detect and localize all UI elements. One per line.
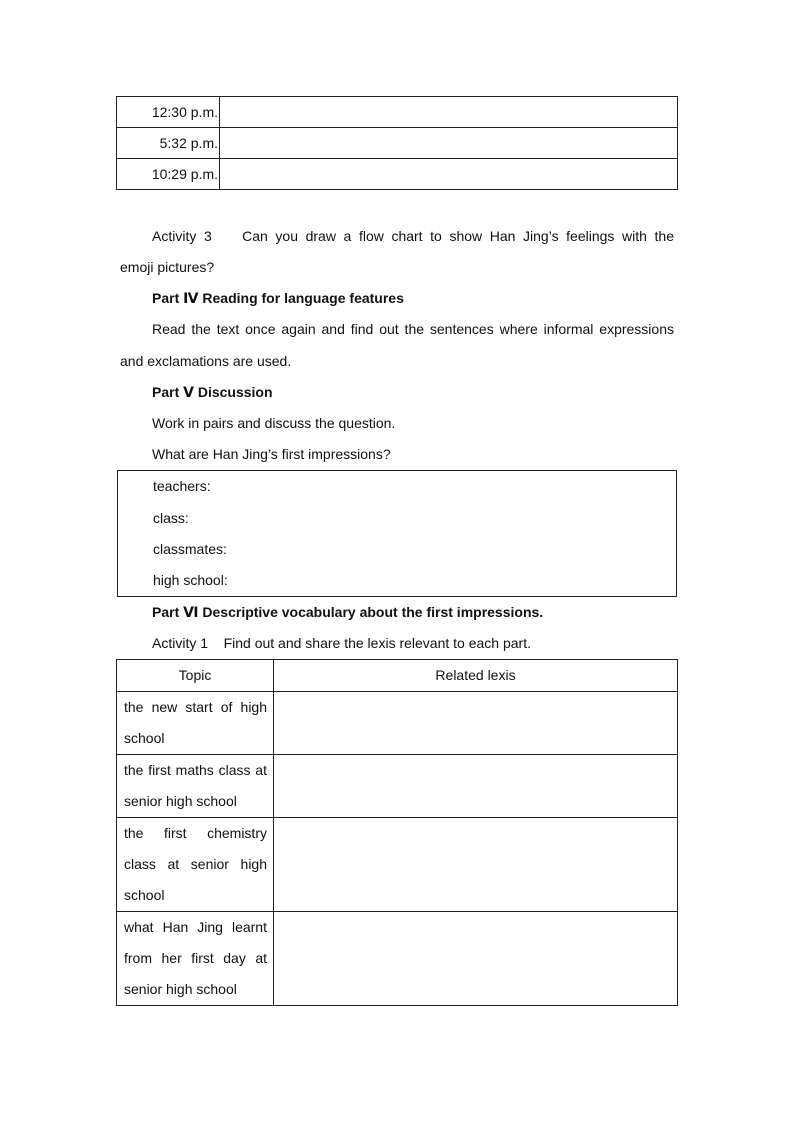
time-table <box>116 96 678 190</box>
part5-instruction: Work in pairs and discuss the question. <box>152 415 396 431</box>
time-cell: 5:32 p.m. <box>117 128 220 159</box>
header-topic: Topic <box>117 660 274 692</box>
part6-activity1: Activity 1 Find out and share the lexis relevant to each part. <box>152 635 531 651</box>
table-row <box>117 97 678 128</box>
lexis-table <box>116 659 678 1006</box>
activity3-line2: emoji pictures? <box>120 259 215 275</box>
time-cell: 10:29 p.m. <box>117 159 220 190</box>
topic-cell <box>117 818 274 912</box>
impression-high-school: high school: <box>153 572 228 588</box>
time-cell: 12:30 p.m. <box>117 97 220 128</box>
impression-class: class: <box>153 510 189 526</box>
table-row <box>117 818 678 912</box>
part5-heading: Part Ⅴ Discussion <box>152 384 273 400</box>
table-row <box>117 755 678 818</box>
lexis-cell <box>274 692 678 755</box>
note-cell <box>220 97 678 128</box>
part4-line1: Read the text once again and find out the sentences where informal expressions <box>152 321 674 337</box>
topic-text: the first maths class at senior high school <box>124 762 267 809</box>
topic-text: the new start of high school <box>124 699 267 746</box>
topic-cell <box>117 692 274 755</box>
header-related-lexis: Related lexis <box>274 660 678 692</box>
table-header-row <box>117 660 678 692</box>
part6-heading: Part Ⅵ Descriptive vocabulary about the first impressions. <box>152 604 544 620</box>
table-row <box>117 128 678 159</box>
impression-teachers: teachers: <box>153 478 211 494</box>
part4-line2: and exclamations are used. <box>120 353 292 369</box>
lexis-cell <box>274 755 678 818</box>
table-row <box>117 912 678 1006</box>
note-cell <box>220 128 678 159</box>
topic-text: what Han Jing learnt from her first day at senior high school <box>124 919 267 997</box>
topic-cell <box>117 912 274 1006</box>
impressions-box <box>117 470 677 597</box>
lexis-cell <box>274 818 678 912</box>
lexis-cell <box>274 912 678 1006</box>
topic-cell <box>117 755 274 818</box>
table-row <box>117 692 678 755</box>
activity3-line1: Activity 3 Can you draw a flow chart to show Han Jing’s feelings with the <box>152 228 674 244</box>
note-cell <box>220 159 678 190</box>
table-row <box>117 159 678 190</box>
impression-classmates: classmates: <box>153 541 227 557</box>
topic-text: the first chemistry class at senior high school <box>124 825 267 903</box>
part4-heading: Part Ⅳ Reading for language features <box>152 290 404 306</box>
part5-question: What are Han Jing’s first impressions? <box>152 446 391 462</box>
